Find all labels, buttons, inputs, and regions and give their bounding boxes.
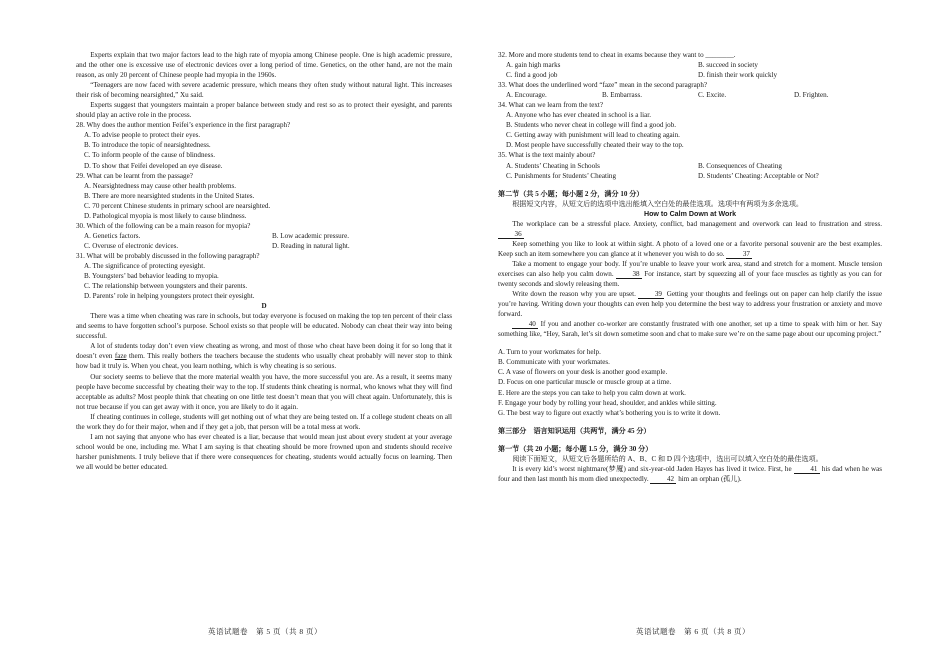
passage-c-paragraph: Experts explain that two major factors lead to the high rate of myopia among Chinese people. One is high academic pressure, and the other one is excessive use of electronic devices over a long period of time. Genetics, on the other hand, are not the main reason, as only 20 percent of Chinese people had myopia in the 1960s.	[76, 51, 452, 80]
section-1-instructions: 阅读下面短文，从短文后各题所给的 A、B、C 和 D 四个选项中，选出可以填入空白处的最佳选项。	[512, 454, 823, 463]
options-row	[498, 70, 882, 80]
left-column	[76, 50, 452, 472]
option: A. Students’ Cheating in Schools	[506, 161, 600, 170]
option: A. Nearsightedness may cause other health problems.	[84, 181, 237, 190]
cloze-paragraph: The workplace can be a stressful place. Anxiety, conflict, bad management and overwork can lead to frustration and stress. 36	[498, 219, 882, 239]
right-column	[498, 50, 882, 484]
question-34: 34. What can we learn from the text?	[498, 101, 604, 110]
options-row	[76, 241, 452, 251]
section-1-heading: 第一节（共 20 小题；每小题 1.5 分，满分 30 分）	[498, 444, 653, 453]
blank-41: 41	[794, 465, 820, 474]
question-28: 28. Why does the author mention Feifei’s experience in the first paragraph?	[76, 121, 291, 130]
passage-d-paragraph: If cheating continues in college, students will get nothing out of what they are being tested on. If a college student cheats on all the work they do for their major, when and if they get a job, that person will be a total mess at work.	[76, 412, 452, 431]
question-32: 32. More and more students tend to cheat in exams because they want to ________.	[498, 51, 736, 59]
passage-c-paragraph: Experts suggest that youngsters maintain a proper balance between study and rest so as to protect their eyesight, and parents should play an active role in the process.	[76, 101, 452, 120]
cloze-paragraph: 40 If you and another co-worker are constantly frustrated with one another, set up a time to speak with him or her. Say something like, “Hey, Sarah, let’s sit down sometime soon and chat to make sure we’re on the same page about our upcoming project.”	[498, 320, 882, 339]
option: D. Parents’ role in helping youngsters protect their eyesight.	[84, 292, 255, 301]
option: D. finish their work quickly	[698, 71, 778, 80]
question-30: 30. Which of the following can be a main reason for myopia?	[76, 221, 251, 230]
options-row	[76, 231, 452, 241]
option: D. Most people have successfully cheated their way to the top.	[506, 141, 684, 150]
option: A. Encourage.	[506, 91, 547, 100]
blank-37: 37	[726, 250, 752, 259]
section-2-heading: 第二节（共 5 小题；每小题 2 分，满分 10 分）	[498, 189, 644, 198]
options-row	[498, 90, 882, 100]
cloze-paragraph: It is every kid’s worst nightmare(梦魇) and six-year-old Jaden Hayes has lived it twice. First, he 41 his dad when he was four and then last month his mom died unexpectedly. 42 him an orphan (孤儿).	[498, 464, 883, 483]
cloze-paragraph: Keep something you like to look at within sight. A photo of a loved one or a favorite personal souvenir are the best examples. Keep such an item somewhere you can glance at it whenever you wish to do so. 37	[498, 239, 882, 258]
option: D. Reading in natural light.	[272, 241, 350, 250]
option: G. The best way to figure out exactly what’s bothering you is to write it down.	[498, 408, 721, 417]
option: D. Pathological myopia is most likely to cause blindness.	[84, 211, 247, 220]
cloze-paragraph: Write down the reason why you are upset. 39 Getting your thoughts and feelings out on paper can help clarify the issue you’re having. Writing down your thoughts can even help you determine the best way to address your frustration or anxiety and move forward.	[498, 290, 882, 319]
option: D. To show that Feifei developed an eye disease.	[84, 161, 223, 170]
passage-d-paragraph: There was a time when cheating was rare in schools, but today everyone is focused on making the top ten percent of their class and seems to have forgotten school’s purpose. School exists so that people will be educated. Nobody can cheat their way into being successful.	[76, 312, 452, 341]
option: B. To introduce the topic of nearsightedness.	[84, 141, 211, 150]
option: D. Students’ Cheating: Acceptable or Not?	[698, 171, 819, 180]
passage-d-paragraph: I am not saying that anyone who has ever cheated is a liar, because that would mean just about every student at your average school would be one, including me. What I am saying is that cheating should be more frowned upon and students should receive harsher punishments. I truly believe that if there were consequences for cheating, students would actually focus on learning. Then we all would be better educated.	[76, 432, 452, 471]
blank-42: 42	[650, 475, 676, 484]
option: C. A vase of flowers on your desk is another good example.	[498, 368, 668, 377]
option: B. Communicate with your workmates.	[498, 358, 610, 367]
option: A. To advise people to protect their eyes.	[84, 131, 201, 140]
blank-36: 36	[498, 230, 524, 239]
option: D. Frighten.	[794, 91, 829, 100]
passage-d-paragraph: A lot of students today don’t even view cheating as wrong, and most of those who cheat have been doing it for so long that it doesn’t even faze them. This really bothers the teachers because the students who usually cheat probably will never stop to think how bad it truly is. When you cheat, you learn nothing, which is why cheating is so serious.	[76, 342, 453, 371]
passage-c-paragraph: “Teenagers are now faced with severe academic pressure, which means they often study without natural light. This increases their risk of becoming nearsighted,” Xu said.	[76, 81, 452, 100]
option: C. To inform people of the cause of blindness.	[84, 151, 215, 160]
option: A. Turn to your workmates for help.	[498, 348, 601, 357]
option: C. Overuse of electronic devices.	[84, 241, 179, 250]
option: C. Getting away with punishment will lead to cheating again.	[506, 131, 680, 140]
option: B. Embarrass.	[602, 91, 642, 100]
option: B. succeed in society	[698, 61, 758, 70]
question-35: 35. What is the text mainly about?	[498, 151, 596, 160]
option: C. Excite.	[698, 91, 727, 100]
option: A. gain high marks	[506, 61, 561, 70]
option: C. find a good job	[506, 71, 558, 80]
question-33: 33. What does the underlined word “faze” mean in the second paragraph?	[498, 81, 708, 90]
option: C. Punishments for Students’ Cheating	[506, 171, 617, 180]
option: B. Students who never cheat in college will find a good job.	[506, 121, 677, 130]
option: C. 70 percent Chinese students in primary school are nearsighted.	[84, 201, 271, 210]
option: A. Genetics factors.	[84, 231, 141, 240]
blank-39: 39	[638, 290, 664, 299]
underlined-word: faze	[114, 352, 127, 361]
option: B. Youngsters’ bad behavior leading to myopia.	[84, 272, 219, 281]
page-footer-6: 英语试题卷 第 6 页（共 8 页）	[636, 627, 750, 636]
options-row	[498, 161, 882, 171]
section-d-heading: D	[261, 302, 267, 311]
blank-40: 40	[512, 320, 538, 329]
option: B. Consequences of Cheating	[698, 161, 782, 170]
blank-38: 38	[616, 270, 642, 279]
option: B. There are more nearsighted students in the United States.	[84, 191, 255, 200]
cloze-paragraph: Take a moment to engage your body. If you’re unable to leave your work area, stand and stretch for a moment. Muscle tension exercises can also help you calm down. 38 For instance, start by squeezing all of your face muscles as tightly as you can for twenty seconds and slowly releasing them.	[498, 259, 882, 289]
option: F. Engage your body by rolling your head, shoulder, and ankles while sitting.	[498, 398, 717, 407]
page-footer-5: 英语试题卷 第 5 页（共 8 页）	[208, 627, 322, 636]
cloze-options	[498, 347, 882, 417]
section-2-instructions: 根据短文内容，从短文后的选项中选出能填入空白处的最佳选项。选项中有两项为多余选项。	[512, 199, 804, 208]
passage-d-paragraph: Our society seems to believe that the more material wealth you have, the more successful you are. As a result, it seems many people have become successful by cheating their way to the top. If students think cheating is normal, who knows what they will find acceptable as adults? Most people think that cheating on one little test doesn’t mean that you will cheat again. Unfortunately, this is not true because if you can get away with it once, you are likely to do it again.	[76, 372, 452, 411]
question-31: 31. What will be probably discussed in the following paragraph?	[76, 251, 260, 260]
option: B. Low academic pressure.	[272, 231, 350, 240]
passage-title: How to Calm Down at Work	[643, 209, 737, 218]
option: C. The relationship between youngsters and their parents.	[84, 282, 248, 291]
options-row	[498, 171, 882, 181]
option: A. Anyone who has ever cheated in school is a liar.	[506, 111, 651, 120]
option: A. The significance of protecting eyesight.	[84, 261, 206, 270]
options-row	[498, 60, 882, 70]
part-3-heading: 第三部分 语言知识运用（共两节，满分 45 分）	[498, 426, 651, 435]
question-29: 29. What can be learnt from the passage?	[76, 171, 193, 180]
option: D. Focus on one particular muscle or muscle group at a time.	[498, 378, 672, 387]
option: E. Here are the steps you can take to help you calm down at work.	[498, 388, 686, 397]
